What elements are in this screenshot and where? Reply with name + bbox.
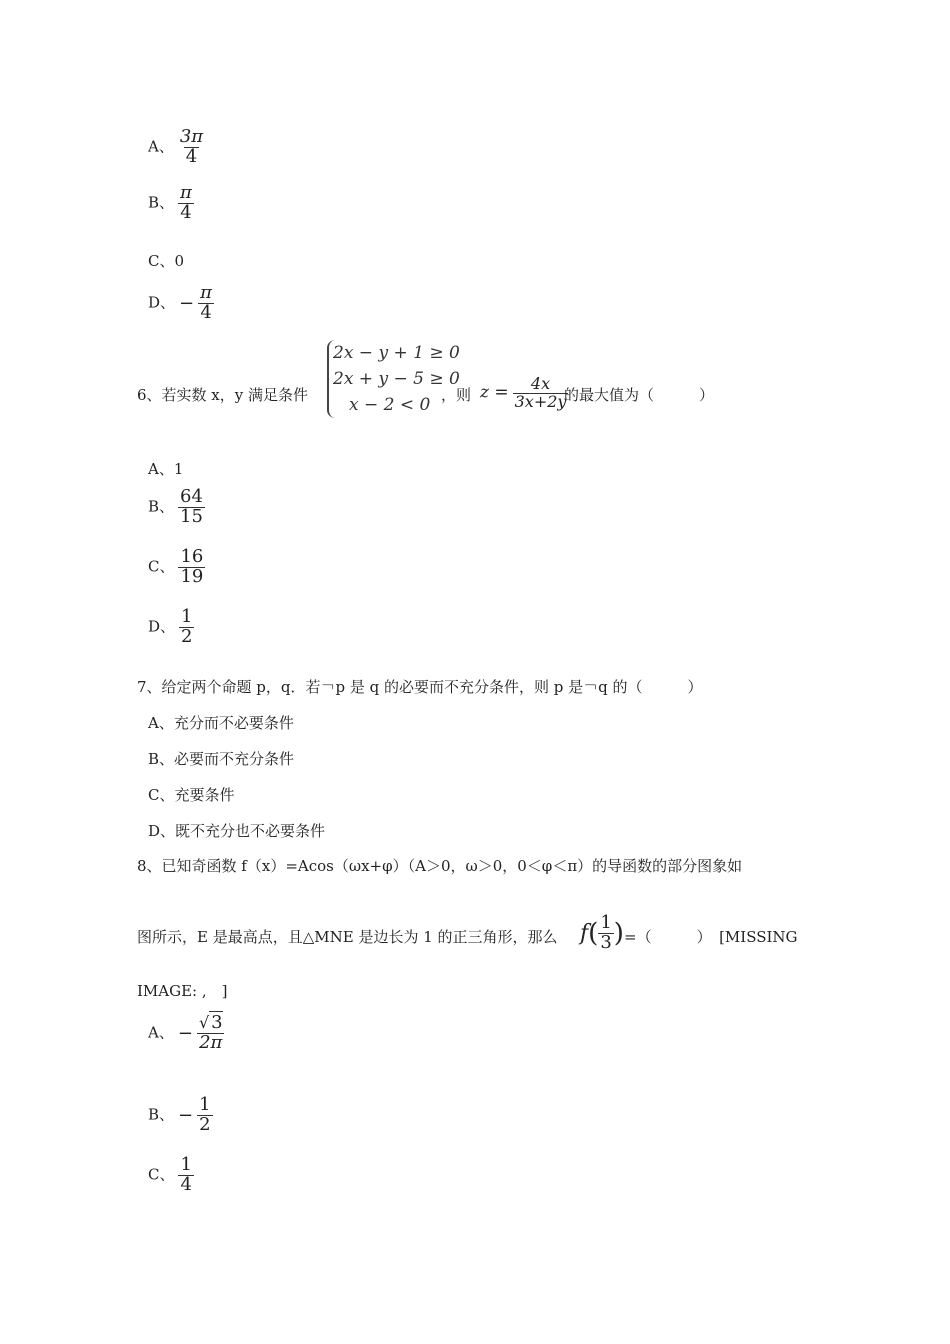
q5-option-a: A、 $\frac{3\pi}{4}$ <box>148 126 204 167</box>
fraction: $\frac{4x}{3x+2y}$ <box>514 374 567 411</box>
q8-stem-line2: 图所示，E 是最高点，且△MNE 是边长为 1 的正三角形，那么 <box>137 928 558 946</box>
fraction: $\frac{1}{2}$ <box>199 1094 211 1135</box>
q7-stem: 7、给定两个命题 p，q．若￢p 是 q 的必要而不充分条件，则 p 是￢q 的（ ） <box>137 678 703 696</box>
q5-option-c: C、0 <box>148 252 185 270</box>
q8-option-b: B、 − $\frac{1}{2}$ <box>148 1094 211 1135</box>
fraction: $\frac{\pi}{4}$ <box>200 282 212 323</box>
q6-option-d: D、 $\frac{1}{2}$ <box>148 606 193 647</box>
fraction: $\frac{√ 3}{2\pi}$ <box>198 1012 223 1053</box>
fraction: $\frac{16}{19}$ <box>180 546 204 587</box>
q6-objective: z = $\frac{4x}{3x+2y}$ <box>480 374 567 411</box>
q6-stem-after: 的最大值为（ ） <box>564 386 715 404</box>
q8-option-c: C、 $\frac{1}{4}$ <box>148 1154 192 1195</box>
q8-stem-line2-after: =（ ） [MISSING <box>624 928 798 946</box>
fraction: $\frac{\pi}{4}$ <box>180 182 192 223</box>
q8-stem-line1: 8、已知奇函数 f（x）=Acos（ωx+φ）（A＞0，ω＞0，0＜φ＜π）的导函数的部分图象如 <box>137 857 743 875</box>
fraction: $\frac{64}{15}$ <box>180 486 203 527</box>
q8-stem-line3: IMAGE: , ] <box>137 982 228 1000</box>
q8-option-a: A、 − $\frac{√ 3}{2\pi}$ <box>148 1012 223 1053</box>
q6-option-c: C、 $\frac{16}{19}$ <box>148 546 204 587</box>
q6-stem-mid: ，则 <box>441 386 472 404</box>
fraction: $\frac{1}{4}$ <box>180 1154 192 1195</box>
q5-option-b: B、 $\frac{\pi}{4}$ <box>148 182 192 223</box>
fraction: $\frac{1}{3}$ <box>600 912 612 953</box>
q6-option-a: A、1 <box>148 460 184 478</box>
fraction: $\frac{1}{2}$ <box>181 606 193 647</box>
q7-option-b: B、必要而不充分条件 <box>148 750 295 768</box>
q7-option-a: A、充分而不必要条件 <box>148 714 294 732</box>
q6-constraint-system: 2x − y + 1 ≥ 0 2x + y − 5 ≥ 0 x − 2 < 0 <box>327 340 460 418</box>
q5-option-d: D、 − $\frac{\pi}{4}$ <box>148 282 212 323</box>
q6-stem-before: 6、若实数 x，y 满足条件 <box>137 386 309 404</box>
q6-option-b: B、 $\frac{64}{15}$ <box>148 486 203 527</box>
q8-f-expression: f( $\frac{1}{3}$ ) <box>580 912 624 953</box>
fraction: $\frac{3\pi}{4}$ <box>179 126 204 167</box>
q7-option-c: C、充要条件 <box>148 786 235 804</box>
q7-option-d: D、既不充分也不必要条件 <box>148 822 326 840</box>
